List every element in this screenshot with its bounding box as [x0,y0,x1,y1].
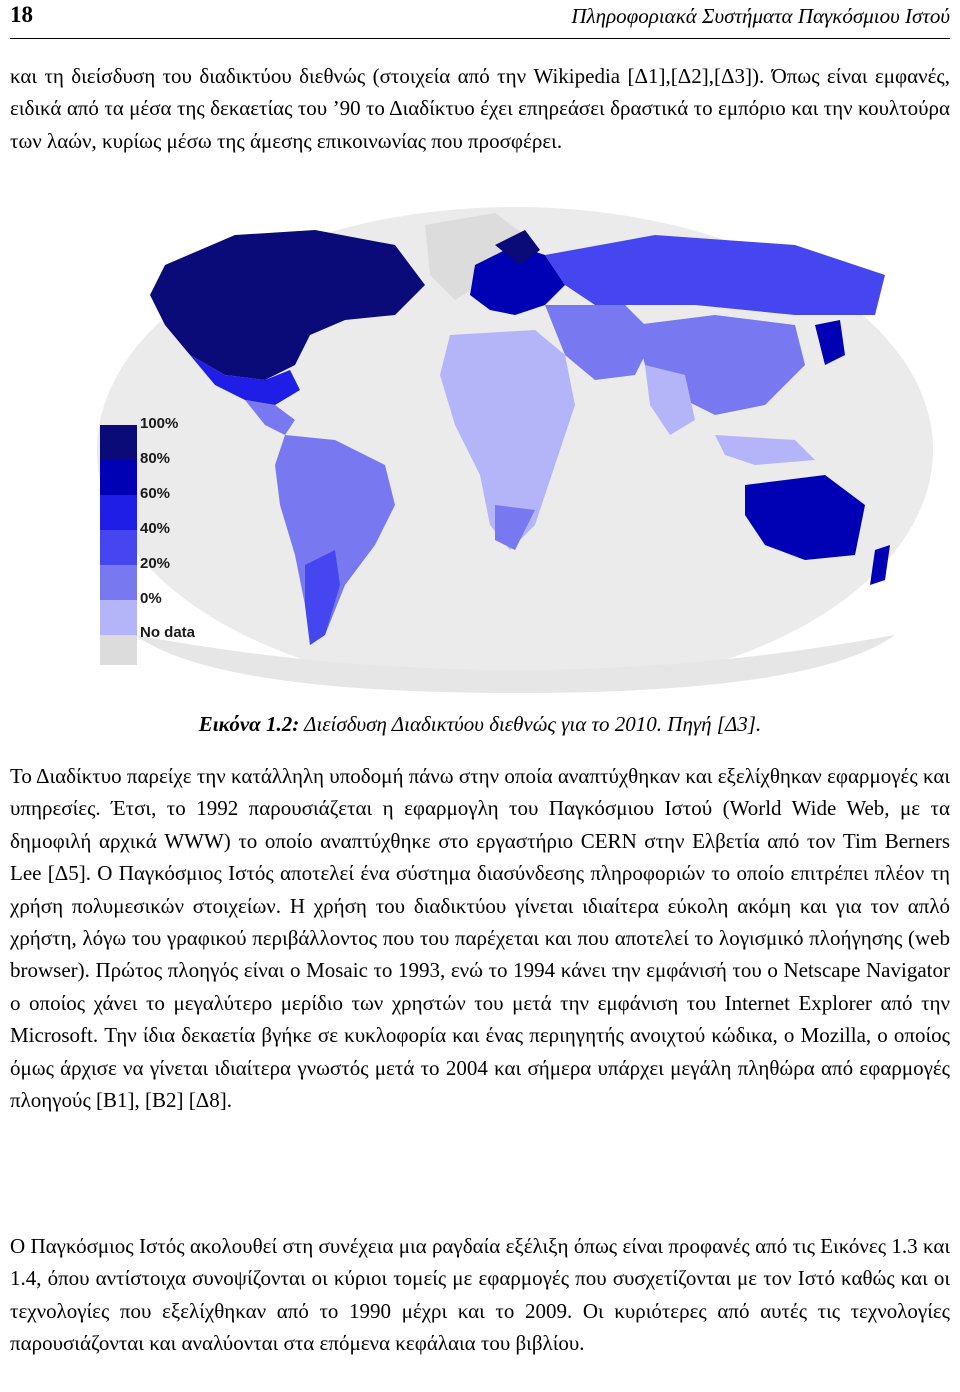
legend-label-20: 20% [140,555,171,572]
legend-swatch-no-data [100,635,137,665]
outlook-paragraph: Ο Παγκόσμιος Ιστός ακολουθεί στη συνέχεια μια ραγδαία εξέλιξη όπως είναι προφανές από τις Εικόνες 1.3 και 1.4, όπου αντίστοιχα συνοψίζονται οι κύριοι τομείς με εφαρμογές που συσχετίζονται με τον Ιστό καθώς και οι τεχνολογίες που εξελίχθηκαν από το 1990 μέχρι και το 2009. Οι κυριότερες από αυτές τις τεχνολογίες παρουσιάζονται και αναλύονται στα επόμενα κεφάλαια του βιβλίου. [10,1234,950,1356]
running-title: Πληροφοριακά Συστήματα Παγκόσμιου Ιστού [571,4,950,28]
header-rule [10,38,950,39]
legend-swatch-100 [100,425,137,460]
legend-swatch-40 [100,530,137,565]
legend-label-100: 100% [140,415,179,432]
web-history-paragraph: Το Διαδίκτυο παρείχε την κατάλληλη υποδομή πάνω στην οποία αναπτύχθηκαν και εξελίχθηκαν εφαρμογές και υπηρεσίες. Έτσι, το 1992 παρουσιάζεται η εφαρμογλη του Παγκόσμιου Ιστού (World Wide Web, με τα δημοφιλή αρχικά WWW) το οποίο αναπτύχθηκε στο εργαστήριο CERN στην Ελβετία από τον Tim Berners Lee [Δ5]. Ο Παγκόσμιος Ιστός αποτελεί ένα σύστημα διασύνδεσης πληροφοριών το οποίο επιτρέπει πλέον τη χρήση πολυμεσικών στοιχείων. Η χρήση του διαδικτύου γίνεται ιδιαίτερα εύκολη ακόμη και για τον απλό χρήστη, λόγω του γραφικού περιβάλλοντος που του παρέχεται και που αποτελεί το λογισμικό πλοήγησης (web browser). Πρώτος πλοηγός είναι ο Mosaic το 1993, ενώ το 1994 κάνει την εμφάνισή του ο Netscape Navigator ο οποίος χάνει το μεγαλύτερο μερίδιο των χρηστών του μετά την εμφάνιση του Internet Explorer από την Microsoft. Την ίδια δεκαετία βγήκε σε κυκλοφορία και ένας περιηγητής ανοιχτού κώδικα, ο Mozilla, ο οποίος όμως άρχισε να γίνεται ιδιαίτερα γνωστός μετά το 2004 και σήμερα υπάρχει μεγάλη πληθώρα από εφαρμογές πλοηγούς [Β1], [Β2] [Δ8]. [10,764,950,1113]
legend-label-40: 40% [140,520,171,537]
legend-label-no-data: No data [140,624,196,641]
intro-paragraph: και τη διείσδυση του διαδικτύου διεθνώς (στοιχεία από την Wikipedia [Δ1],[Δ2],[Δ3]). Όπως είναι εμφανές, ειδικά από τα μέσα της δεκαετίας του ’90 το Διαδίκτυο έχει επηρεάσει δραστικά το εμπόριο και την κουλτούρα των λαών, κυρίως μέσω της άμεσης επικοινωνίας που προσφέρει. [10,64,950,153]
page-number: 18 [10,2,33,27]
map-svg [95,205,935,695]
legend-swatch-20 [100,565,137,600]
figure-caption-text: Διείσδυση Διαδικτύου διεθνώς για το 2010. Πηγή [Δ3]. [299,712,762,736]
figure-caption-label: Εικόνα 1.2: [198,712,300,736]
legend-swatch-80 [100,460,137,495]
figure-caption [0,712,960,737]
legend-swatch-0 [100,600,137,635]
page-header [10,0,950,40]
world-internet-penetration-map [95,205,935,695]
russia [545,235,885,315]
legend-label-60: 60% [140,485,171,502]
legend-swatch-60 [100,495,137,530]
legend-label-80: 80% [140,450,171,467]
legend-label-0: 0% [140,590,162,607]
